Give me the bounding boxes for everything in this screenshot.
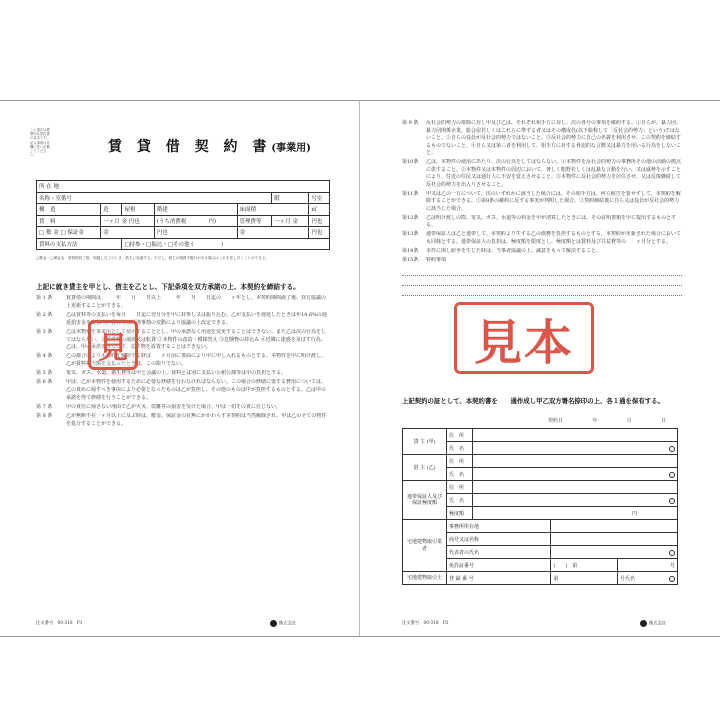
company-logo-icon [270, 620, 277, 627]
clause-number: 第 4 条 [36, 353, 53, 360]
payment-method-options: □持参・□振込・□その他 ( ) [122, 238, 330, 250]
floor-area-unit: ㎡ [309, 204, 330, 216]
license-mid: ( ) 第 [551, 559, 618, 572]
top-edge [0, 100, 720, 101]
clause [36, 312, 330, 328]
title-text: 賃 貸 借 契 約 書 [108, 139, 272, 155]
clause-text: 特約事項 [426, 256, 447, 263]
clause [36, 379, 330, 403]
clause-number: 第 1 条 [36, 295, 53, 301]
clause-number: 第 8 条 [36, 412, 53, 419]
clause-text: 乙の都合により本契約を解除する時は ヶ月前に書面により甲に申し入れるものとする。本物件を甲に明け渡し、乙が賃料相当額を支払ったときは、この限りでない。 [66, 353, 327, 368]
clause [36, 413, 330, 429]
reg-end-text: 号氏名 [620, 575, 636, 582]
trade-name-label: 商号又は名称 [447, 533, 551, 546]
reg-label: 登 録 番 号 [447, 572, 551, 585]
deposit-label: □ 敷 金 □ 保証金 [37, 227, 101, 239]
clause-text: 乙が無断不在一ヶ月以上に及ぶ時は、敷金、保証金の有無にかかわらず本契約は当然解除され、甲は乙の全ての物件を処分することができる。 [66, 412, 327, 427]
payment-method-label: 賃料の支払方法 [37, 238, 122, 250]
clause [402, 257, 682, 265]
floor-area-label: 床面積 [237, 204, 309, 216]
clause [36, 370, 330, 378]
clause [36, 353, 330, 369]
contract-date [548, 417, 666, 424]
lessor-address-label: 住 所 [447, 429, 473, 442]
lessee-name [473, 468, 678, 481]
clause-number: 第14条 [402, 247, 419, 254]
clause-number: 第 7 条 [36, 403, 53, 410]
seal-icon [669, 472, 675, 478]
reg-end [618, 572, 678, 585]
lessee-address-label: 住 所 [447, 455, 473, 468]
other-yen: 円也 [309, 227, 330, 239]
reg-mid: 第 [551, 572, 618, 585]
guarantor-label: 連帯保証人及び保証極度額 [403, 481, 447, 520]
clause-number: 第 5 条 [36, 370, 53, 377]
date-year: 年 [592, 418, 598, 424]
license-end: 号 [618, 559, 678, 572]
lessor-label: 貸 主 (甲) [403, 429, 447, 455]
clause [36, 329, 330, 353]
other-amount: 金 [237, 227, 309, 239]
guarantor-address-label: 住 所 [447, 481, 473, 494]
limit-yen: 円 [473, 507, 678, 520]
structure-story: 階建 [154, 204, 237, 216]
clause [36, 404, 330, 412]
rent-tax: (うち消費税 円) [154, 215, 237, 227]
right-clauses [402, 120, 682, 296]
date-label: 契約日 [548, 418, 564, 424]
clause-number: 第15条 [402, 256, 419, 263]
seal-icon [669, 550, 675, 556]
special-provision-line [402, 276, 682, 286]
clause-text: 反社会的勢力の排除に対し甲及び乙は、それぞれ相手方に対し、次の各号の事項を確約する。①自らが、暴力団、暴力団関係企業、総会屋若しくはこれらに準ずる者又はその構成員(以下総称して「反社会的勢力」という)ではないこと。②自らの役員が反社会的勢力ではないこと。③反社会的勢力に自己の名義を利用させ、この契約を締結するものでないこと。④自ら又は第三者を利用して、相手方に対する脅迫的な言動又は暴力を用いる行為をしないこと。 [426, 120, 682, 156]
broker-label: 宅地建物取引業者 [403, 520, 447, 572]
special-provision-line [402, 266, 682, 276]
rent-label: 賃 料 [37, 215, 101, 227]
floor-cell: 階 [272, 192, 309, 204]
clause-number: 第 2 条 [36, 311, 53, 318]
clause [402, 191, 682, 214]
clause-number: 第11条 [402, 190, 419, 197]
rent-month: 一ヶ月 金 [103, 218, 127, 225]
clause-text: 賃貸借の期間は 年 月 日以上 年 月 日迄の ヶ年とし、本契約期間満了後、双方協議の上更新することができる。 [66, 295, 327, 309]
clause-text: 電気、ガス、水道、衛生費等は甲と会議の上、賃料とは別に支払い公租公課等は甲の負担とする。 [66, 370, 287, 377]
left-corner-note: この書式は標準的な契約書の見本です。記入事項は各欄に従い記載してください。 [30, 128, 50, 158]
right-footer-company [640, 620, 666, 627]
agent-label: 宅地建物取引士 [403, 572, 447, 585]
clause-number: 第 6 条 [36, 379, 53, 386]
sample-stamp-right: 見本 [454, 302, 594, 374]
document-title [108, 136, 311, 156]
name-room-cell: 名称・室番号 [37, 192, 272, 204]
clause-text: 乙は本物件を事業用として使用することとし、甲の承諾なく用途を変更することはできない。また乙は次の行為をしてはならない。①賃借権の譲渡又は転貸 ②本物件の改造・模様替え ③危険物の持込み ④近隣に迷惑を及ぼす行為。乙は、甲の承諾を得ないで、造作物を設置することはできない。 [66, 328, 327, 351]
deposit-note: □敷金・□保証金 賃貸借終了後、明渡し完了のとき、借主に返還する。ただし、借主の債務不履行がある場合はこれを差し引くことができる。 [36, 256, 270, 260]
clause-text: 本件に関し紛争を生じた時は、当事者協議の上、誠意をもって解決すること。 [426, 247, 602, 254]
seal-icon [669, 576, 675, 582]
right-footer-code: 注文番号 00-318 P2 [402, 621, 449, 626]
left-clauses [36, 295, 330, 430]
clause [402, 159, 682, 189]
clause-text: 連帯保証人は乙と連帯して、本契約より生ずる乙の債務を負担するものとする。本契約が更新された場合においても同様とする。連帯保証人の負担は、極度額を限度とし、極度額とは賃料及び共益費等の ヶ月分とする。 [426, 231, 681, 245]
seal-icon [669, 446, 675, 452]
clause [402, 120, 682, 158]
page-gutter [359, 100, 360, 637]
clause-text: 甲は、乙が本物件を使用するために必要な修繕を行わなければならない。この場合の修繕に要する費用については、乙の責めに帰すべき事由により必要となったものは乙が負担し、その他のものは甲が負担するものとする。乙は甲の承諾を得て修繕を行うことができる。 [66, 379, 326, 401]
clause [402, 248, 682, 256]
contract-lead: 上記に就き貸主を甲とし、借主を乙とし、下記条項を双方承諾の上、本契約を締結する。 [36, 283, 300, 291]
guarantor-name-label: 氏 名 [447, 494, 473, 507]
deposit-amount: 金 [101, 227, 154, 239]
clause-text: 乙は明け渡しの際、電気、ガス、水道等の料金を甲が清算したときには、その証明書類を甲に提出するものとする。 [426, 214, 677, 228]
clause-text: 乙は、本物件の使用にあたり、次の行為をしてはならない。①本物件を反社会的勢力の事務所その他の活動の拠点に供すること。②本物件又は本物件の周辺において、著しく粗野若しくは乱暴な言動を行い、又は威勢を示すことにより、付近の住民又は通行人に不安を覚えさせること。③本物件に反社会的勢力を居住させ、又は反復継続して反社会的勢力を出入りさせること。 [426, 159, 682, 188]
room-cell: 号室 [309, 192, 330, 204]
clause-number: 第 9 条 [402, 120, 419, 126]
representative-label: 代表者の氏名 [447, 546, 551, 559]
clause-text: 甲の責任に帰さない理由で乙が火災、盗難等の損害を受けた場合、甲は一切その責に任じない。 [66, 403, 282, 410]
representative-value [551, 546, 678, 559]
left-company-name: 株式会社 [279, 621, 297, 627]
mgmt-yen: 円也 [309, 215, 330, 227]
lessor-address [473, 429, 678, 442]
bottom-edge [0, 636, 720, 637]
office-value [551, 520, 678, 533]
title-suffix: (事業用) [271, 143, 311, 154]
right-company-name: 株式会社 [649, 621, 667, 627]
lessor-name-label: 氏 名 [447, 442, 473, 455]
contract-closing: 上記契約の証として、本契約書を 通作成し甲乙双方署名捺印の上、各１通を保有する。 [402, 397, 664, 405]
sample-stamp-left: 見 [88, 320, 138, 370]
structure-roof: 屋根 [122, 204, 154, 216]
clause [36, 295, 330, 311]
clause-number: 第 3 条 [36, 328, 53, 335]
lessee-name-label: 氏 名 [447, 468, 473, 481]
guarantor-address [473, 481, 678, 494]
location-cell: 所 在 地 [37, 181, 330, 193]
limit-label: 極度額 [447, 507, 473, 520]
clause-number: 第10条 [402, 159, 419, 165]
left-footer-code: 注文番号 00-318 P1 [36, 621, 83, 626]
seal-icon [669, 498, 675, 504]
party-table [402, 428, 678, 585]
mgmt-amount: 一ヶ月 金 [272, 215, 309, 227]
clause [402, 215, 682, 230]
clause-number: 第13条 [402, 231, 419, 237]
clause [402, 231, 682, 246]
rent-yen: 円也 [128, 218, 140, 225]
special-provision-line [402, 286, 682, 296]
deposit-yen: 円也 [154, 227, 237, 239]
guarantor-name [473, 494, 678, 507]
lessee-address [473, 455, 678, 468]
clause-text: 甲又は乙の一方について、次のいずれかに該当した場合には、その相手方は、何ら催告を要せずして、本契約を解除することができる。①第9条の確約に反する事実が判明した場合。②契約締結後に自ら又は役員が反社会的勢力に該当した場合。 [426, 190, 681, 212]
lessor-name [473, 442, 678, 455]
date-month: 月 [626, 418, 632, 424]
clause-number: 第12条 [402, 214, 419, 221]
lessee-label: 借 主 (乙) [403, 455, 447, 481]
date-day: 日 [660, 418, 666, 424]
structure-label: 構 造 [37, 204, 101, 216]
rent-amount [101, 215, 154, 227]
office-label: 事務所所在地 [447, 520, 551, 533]
company-logo-icon [640, 620, 647, 627]
license-label: 免許証番号 [447, 559, 551, 572]
trade-name-value [551, 533, 678, 546]
structure-build: 造 [101, 204, 122, 216]
property-table [36, 180, 330, 250]
clause-text: 乙は賃料等の支払いを毎月 日迄に翌月分を甲に持参し又は振り込む。乙が支払いを遅延したときは年14.6%の遅延損害金を支払う。賃料等は経済事情の変動により協議の上改定できる。 [66, 311, 327, 326]
left-footer-company [270, 620, 296, 627]
mgmt-label: 管理費等 [237, 215, 272, 227]
